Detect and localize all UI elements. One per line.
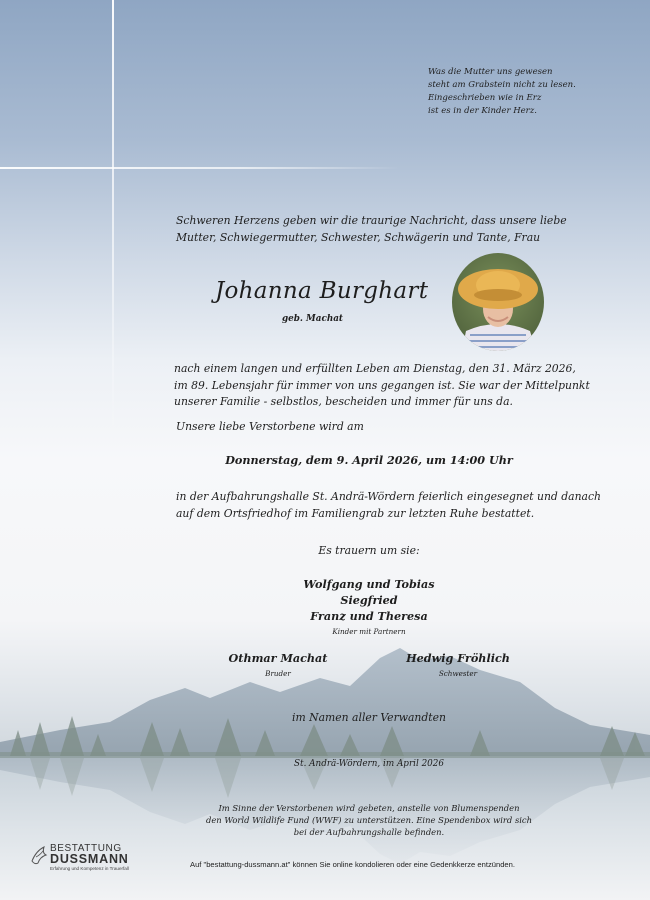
intro-text: [176, 212, 596, 246]
relatives-line: im Namen aller Verwandten: [292, 711, 446, 724]
ceremony-line: in der Aufbahrungshalle St. Andrä-Wördern feierlich eingesegnet und danach: [176, 490, 601, 503]
donation-line: den World Wildlife Fund (WWF) zu unterstützen. Eine Spendenbox wird sich: [205, 815, 533, 825]
memorial-poem: [428, 66, 628, 118]
announcement-line: nach einem langen und erfüllten Leben am Dienstag, den 31. März 2026,: [174, 362, 576, 375]
ceremony-details: [176, 489, 616, 522]
logo-line1: BESTATTUNG: [50, 843, 122, 854]
footer-note: Auf "bestattung-dussmann.at" können Sie online kondolieren oder eine Gedenkkerze entzünden.: [190, 860, 515, 869]
donation-notice: [0, 802, 650, 838]
child-name: Wolfgang und Tobias: [303, 577, 435, 591]
child-name: Siegfried: [340, 593, 398, 607]
donation-line: Im Sinne der Verstorbenen wird gebeten, anstelle von Blumenspenden: [218, 803, 520, 813]
dove-icon: [30, 843, 48, 869]
sibling-name: Othmar Machat: [228, 651, 328, 665]
ceremony-line: auf dem Ortsfriedhof im Familiengrab zur letzten Ruhe bestattet.: [176, 506, 535, 520]
birth-name: geb. Machat: [282, 314, 343, 324]
poem-line: Eingeschrieben wie in Erz: [428, 93, 542, 103]
sibling-sister: [388, 651, 528, 678]
announcement-text: [174, 361, 614, 411]
poem-line: ist es in der Kinder Herz.: [428, 106, 537, 116]
cross-vertical-beam: [112, 0, 114, 440]
poem-line: Was die Mutter uns gewesen: [428, 67, 553, 77]
portrait-photo: [452, 253, 544, 351]
announcement-line: unserer Familie - selbstlos, bescheiden und immer für uns da.: [174, 395, 513, 408]
funeral-home-logo: [30, 843, 140, 873]
funeral-date: Donnerstag, dem 9. April 2026, um 14:00 Uhr: [225, 453, 513, 467]
sibling-brother: [208, 651, 348, 678]
intro-line: Mutter, Schwiegermutter, Schwester, Schwägerin und Tante, Frau: [176, 231, 541, 244]
children-names: [0, 576, 650, 624]
deceased-name: Johanna Burghart: [215, 278, 429, 304]
sibling-name: Hedwig Fröhlich: [406, 651, 510, 665]
intro-line: Schweren Herzens geben wir die traurige Nachricht, dass unsere liebe: [176, 214, 567, 227]
children-relation: Kinder mit Partnern: [332, 627, 406, 636]
sibling-relation: Schwester: [438, 669, 478, 678]
logo-line2: DUSSMANN: [50, 852, 129, 866]
logo-tagline: Erfahrung und Kompetenz in Trauerfall: [50, 866, 129, 871]
mourners-heading: Es trauern um sie:: [318, 544, 420, 557]
cross-horizontal-beam: [0, 167, 400, 169]
child-name: Franz und Theresa: [310, 609, 428, 623]
place-and-date: St. Andrä-Wördern, im April 2026: [294, 759, 444, 769]
ceremony-intro: Unsere liebe Verstorbene wird am: [176, 420, 364, 433]
poem-line: steht am Grabstein nicht zu lesen.: [428, 80, 576, 90]
announcement-line: im 89. Lebensjahr für immer von uns gegangen ist. Sie war der Mittelpunkt: [174, 378, 590, 392]
sibling-relation: Bruder: [265, 669, 291, 678]
donation-line: bei der Aufbahrungshalle befinden.: [293, 827, 445, 837]
